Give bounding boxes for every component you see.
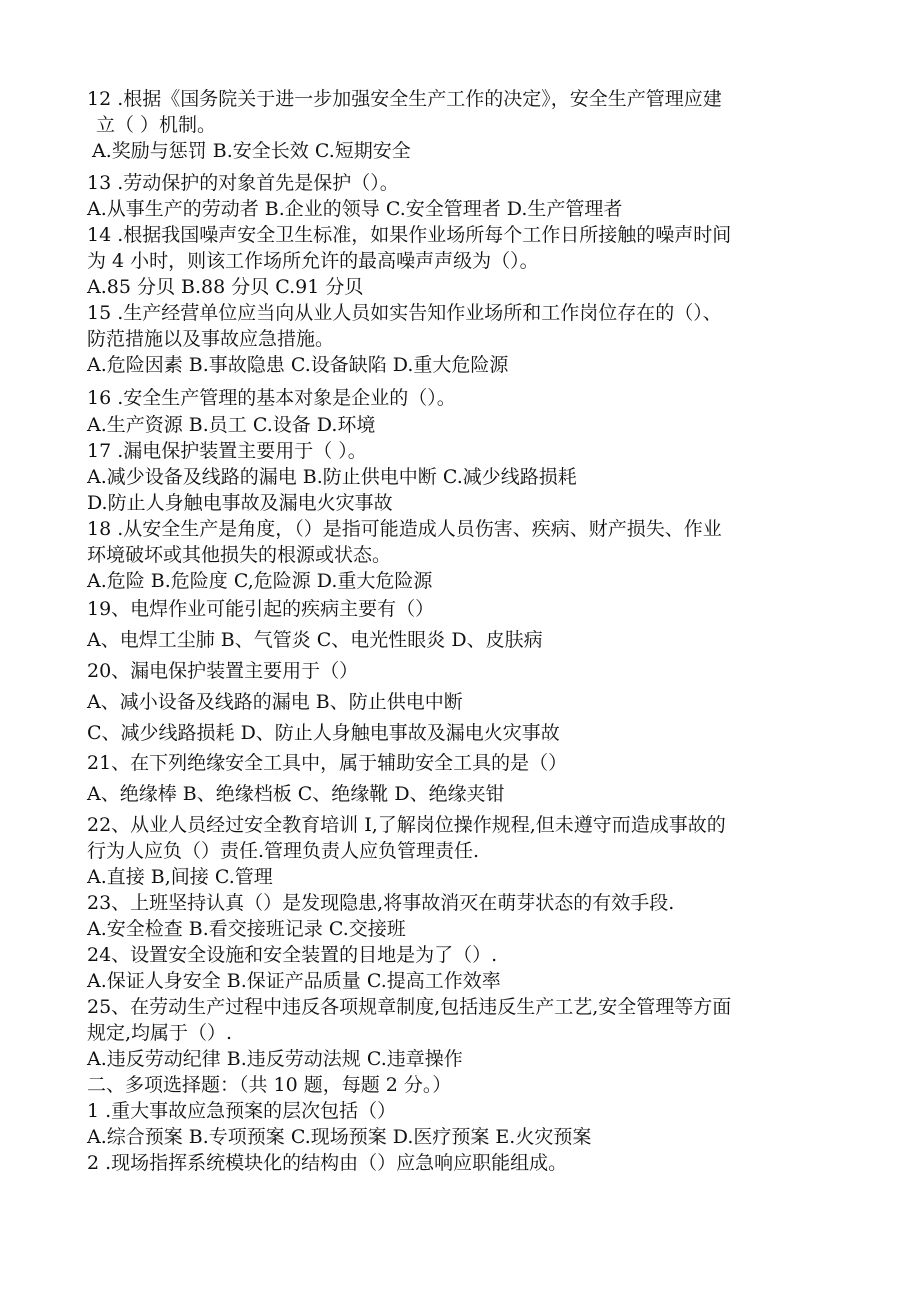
q21-options: A、绝缘棒 B、绝缘档板 C、绝缘靴 D、绝缘夹钳 (87, 783, 505, 805)
q15-options: A.危险因素 B.事故隐患 C.设备缺陷 D.重大危险源 (87, 354, 509, 376)
q15-stem-line2: 防范措施以及事故应急措施。 (87, 328, 335, 350)
q20-stem: 20、漏电保护装置主要用于（） (87, 660, 359, 682)
q25-options: A.违反劳动纪律 B.违反劳动法规 C.违章操作 (87, 1048, 463, 1070)
q20-options-1: A、减小设备及线路的漏电 B、防止供电中断 (87, 691, 463, 713)
q22-stem-line1: 22、从业人员经过安全教育培训 I,了解岗位操作规程,但未遵守而造成事故的 (87, 814, 726, 836)
q13-stem: 13 .劳动保护的对象首先是保护（）。 (87, 172, 399, 194)
q14-stem-line2: 为 4 小时，则该工作场所允许的最高噪声声级为（）。 (87, 250, 539, 272)
q23-options: A.安全检查 B.看交接班记录 C.交接班 (87, 918, 406, 940)
q12-stem-line2: 立（ ）机制。 (96, 114, 217, 136)
q17-stem: 17 .漏电保护装置主要用于（ ）。 (87, 440, 367, 462)
q18-options: A.危险 B.危险度 C,危险源 D.重大危险源 (87, 570, 433, 592)
q19-options: A、电焊工尘肺 B、气管炎 C、电光性眼炎 D、皮肤病 (87, 629, 543, 651)
mq1-stem: 1 .重大事故应急预案的层次包括（） (87, 1100, 397, 1122)
q21-stem: 21、在下列绝缘安全工具中，属于辅助安全工具的是（） (87, 752, 568, 774)
q18-stem-line2: 环境破坏或其他损失的根源或状态。 (87, 544, 392, 566)
q12-options: A.奖励与惩罚 B.安全长效 C.短期安全 (92, 140, 411, 162)
q12-stem-line1: 12 .根据《国务院关于进一步加强安全生产工作的决定》，安全生产管理应建 (87, 88, 722, 110)
q17-options-1: A.减少设备及线路的漏电 B.防止供电中断 C.减少线路损耗 (87, 466, 577, 488)
q14-stem-line1: 14 .根据我国噪声安全卫生标准，如果作业场所每个工作日所接触的噪声时间 (87, 224, 732, 246)
q22-options: A.直接 B,间接 C.管理 (87, 866, 273, 888)
q20-options-2: C、减少线路损耗 D、防止人身触电事故及漏电火灾事故 (87, 722, 560, 744)
q23-stem: 23、上班坚持认真（）是发现隐患,将事故消灭在萌芽状态的有效手段. (87, 892, 675, 914)
q22-stem-line2: 行为人应负（）责任.管理负责人应负管理责任. (87, 840, 480, 862)
section-heading-multiple-choice: 二、多项选择题：（共 10 题，每题 2 分。） (87, 1074, 452, 1096)
q19-stem: 19、电焊作业可能引起的疾病主要有（） (87, 598, 435, 620)
q25-stem-line2: 规定,均属于（）. (87, 1022, 233, 1044)
q13-options: A.从事生产的劳动者 B.企业的领导 C.安全管理者 D.生产管理者 (87, 198, 623, 220)
q25-stem-line1: 25、在劳动生产过程中违反各项规章制度,包括违反生产工艺,安全管理等方面 (87, 996, 732, 1018)
mq1-options: A.综合预案 B.专项预案 C.现场预案 D.医疗预案 E.火灾预案 (87, 1126, 592, 1148)
mq2-stem: 2 .现场指挥系统模块化的结构由（）应急响应职能组成。 (87, 1152, 568, 1174)
q15-stem-line1: 15 .生产经营单位应当向从业人员如实告知作业场所和工作岗位存在的（）、 (87, 302, 722, 324)
q24-stem: 24、设置安全设施和安全装置的目地是为了（）. (87, 944, 498, 966)
q17-options-2: D.防止人身触电事故及漏电火灾事故 (87, 492, 393, 514)
q24-options: A.保证人身安全 B.保证产品质量 C.提高工作效率 (87, 970, 501, 992)
q18-stem-line1: 18 .从安全生产是角度，（）是指可能造成人员伤害、疾病、财产损失、作业 (87, 518, 722, 540)
q14-options: A.85 分贝 B.88 分贝 C.91 分贝 (87, 276, 364, 298)
q16-options: A.生产资源 B.员工 C.设备 D.环境 (87, 414, 376, 436)
q16-stem: 16 .安全生产管理的基本对象是企业的（）。 (87, 387, 456, 409)
